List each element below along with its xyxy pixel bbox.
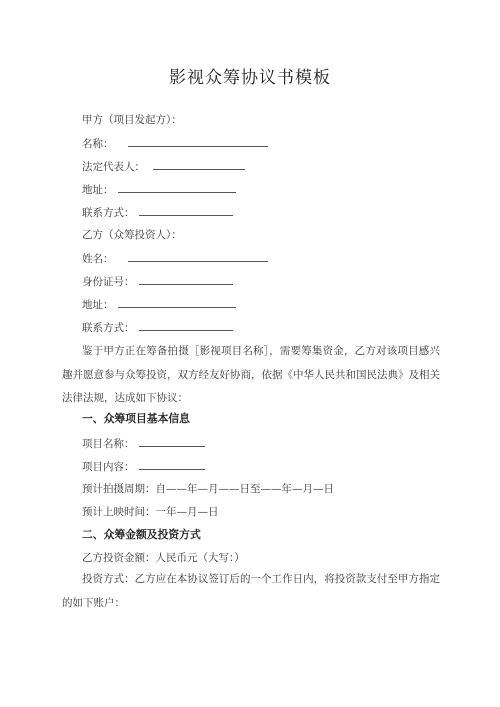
party-a-name-row <box>82 136 268 151</box>
section2-heading: 二、众筹金额及投资方式 <box>82 528 201 541</box>
party-a-addr-row <box>82 182 236 197</box>
document-title: 影视众筹协议书模板 <box>169 68 331 88</box>
project-content-blank <box>139 459 205 470</box>
party-b-heading: 乙方（众筹投资人）： <box>82 229 182 241</box>
project-name-label: 项目名称： <box>82 438 135 450</box>
party-b-addr-label: 地址： <box>82 299 114 311</box>
party-b-id-blank <box>139 274 233 285</box>
party-a-rep-blank <box>153 159 245 170</box>
project-content-row <box>82 459 205 474</box>
party-b-addr-row <box>82 297 236 312</box>
investment-amount: 乙方投资金额：人民币元（大写：） <box>82 552 245 564</box>
party-b-name-label: 姓名： <box>82 253 114 265</box>
party-a-heading: 甲方（项目发起方）： <box>82 114 182 126</box>
party-a-contact-row <box>82 205 233 220</box>
release-time: 预计上映时间：一年—月—日 <box>82 506 219 518</box>
party-b-contact-blank <box>139 320 233 331</box>
preamble-paragraph: 鉴于甲方正在筹备拍摄［影视项目名称］，需要筹集资金，乙方对该项目感兴趣并愿意参与众筹投资，双方经友好协商，依据《中华人民共和国民法典》及相关法律法规，达成如下协议： <box>62 345 440 404</box>
project-content-label: 项目内容： <box>82 461 135 473</box>
party-b-name-row <box>82 251 268 266</box>
party-a-contact-label: 联系方式： <box>82 207 135 219</box>
party-a-name-label: 名称： <box>82 138 114 150</box>
party-b-id-label: 身份证号： <box>82 276 135 288</box>
investment-method: 投资方式：乙方应在本协议签订后的一个工作日内，将投资款支付至甲方指定的如下账户： <box>62 573 440 609</box>
party-b-contact-label: 联系方式： <box>82 322 135 334</box>
project-name-blank <box>139 436 205 447</box>
party-b-addr-blank <box>118 297 236 308</box>
party-a-name-blank <box>128 136 268 147</box>
party-a-contact-blank <box>139 205 233 216</box>
party-a-rep-label: 法定代表人： <box>82 161 145 173</box>
section1-heading: 一、众筹项目基本信息 <box>82 412 190 425</box>
party-a-addr-label: 地址： <box>82 184 114 196</box>
party-b-name-blank <box>128 251 268 262</box>
project-name-row <box>82 436 205 451</box>
shoot-period: 预计拍摄周期：自——年—月——日至——年—月—日 <box>82 483 334 495</box>
party-b-id-row <box>82 274 233 289</box>
party-a-addr-blank <box>118 182 236 193</box>
party-b-contact-row <box>82 320 233 335</box>
party-a-rep-row <box>82 159 245 174</box>
